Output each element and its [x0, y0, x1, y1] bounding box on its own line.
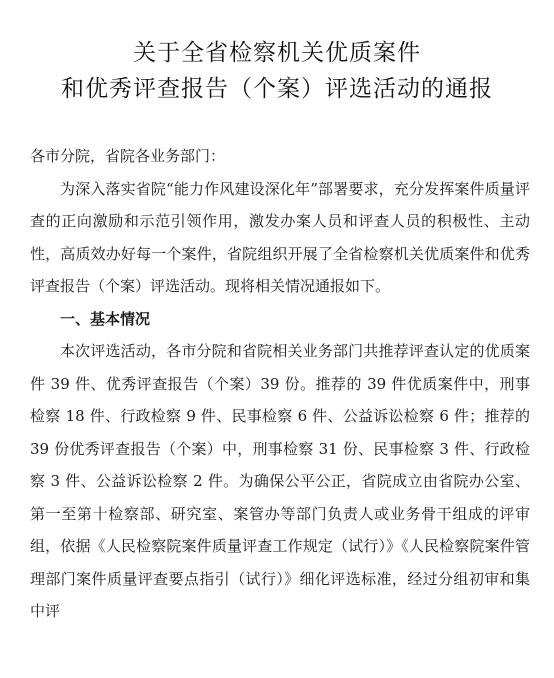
paragraph-basic-situation: 本次评选活动，各市分院和省院相关业务部门共推荐评查认定的优质案件 39 件、优秀评查报告（个案）39 份。推荐的 39 件优质案件中，刑事检察 18 件、行政检察 9 件、民事检察 6 件、公益诉讼检察 6 件；推荐的 39 份优秀评查报告（个案）中，刑事检察 31 份、民事检察 3 件、行政检察 3 件、公益诉讼检察 2 件。为确保公平公正，省院成立由省院办公室、第一至第十检察部、研究室、案管办等部门负责人或业务骨干组成的评审组，依据《人民检察院案件质量评查工作规定（试行）》《人民检察院案件管理部门案件质量评查要点指引（试行）》细化评选标准，经过分组初审和集中评	[30, 342, 530, 620]
salutation: 各市分院，省院各业务部门：	[30, 147, 226, 165]
document-body	[30, 140, 530, 628]
section-heading-basic-situation: 一、基本情况	[60, 309, 151, 328]
document-title-line1: 关于全省检察机关优质案件	[133, 40, 421, 66]
document-title-line2: 和优秀评查报告（个案）评选活动的通报	[61, 76, 493, 102]
paragraph-intro: 为深入落实省院“能力作风建设深化年”部署要求，充分发挥案件质量评查的正向激励和示范引领作用，激发办案人员和评查人员的积极性、主动性，高质效办好每一个案件，省院组织开展了全省检察机关优质案件和优秀评查报告（个案）评选活动。现将相关情况通报如下。	[30, 179, 530, 295]
